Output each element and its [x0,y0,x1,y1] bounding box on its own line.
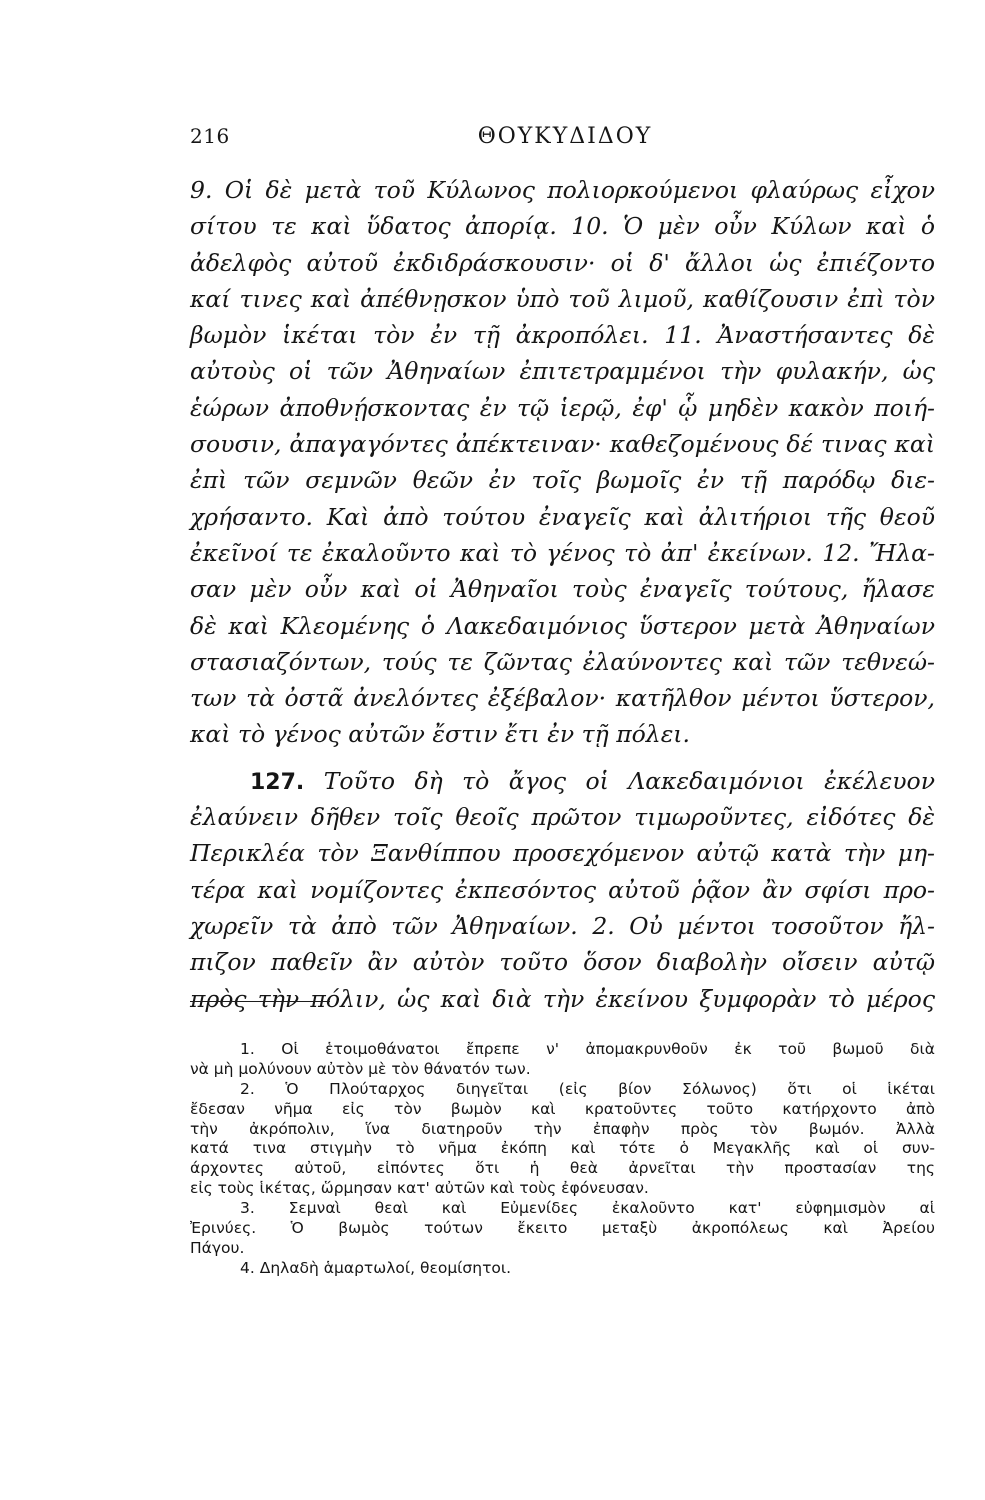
text-line: καί τινες καὶ ἀπέθνῃσκον ὑπὸ τοῦ λιμοῦ, καθίζουσιν ἐπὶ τὸν [190,284,935,313]
footnote-line: νὰ μὴ μολύνουν αὐτὸν μὲ τὸν θάνατόν των. [190,1059,531,1078]
text-line: στασιαζόντων, τούς τε ζῶντας ἐλαύνοντες καὶ τῶν τεθνεώ- [190,647,935,676]
footnote-line: Ἐρινύες. Ὁ βωμὸς τούτων ἔκειτο μεταξὺ ἀκροπόλεως καὶ Ἀρείου [190,1219,935,1238]
footnote-separator [190,1001,330,1002]
footnote-line: 2. Ὁ Πλούταρχος διηγεῖται (εἰς βίον Σόλωνος) ὅτι οἱ ἱκέται [240,1079,935,1098]
text-line: σίτου τε καὶ ὕδατος ἀπορίᾳ. 10. Ὁ μὲν οὖν Κύλων καὶ ὁ [190,212,935,241]
footnote-line: τὴν ἀκρόπολιν, ἵνα διατηροῦν τὴν ἐπαφὴν πρὸς τὸν βωμόν. Ἀλλὰ [190,1119,935,1138]
text-line: τέρα καὶ νομίζοντες ἐκπεσόντος αὐτοῦ ῥᾷον ἂν σφίσι προ- [190,875,935,904]
text-line: ἑώρων ἀποθνῄσκοντας ἐν τῷ ἱερῷ, ἐφ' ᾧ μηδὲν κακὸν ποιή- [190,393,935,422]
section-127-first-line [190,763,935,799]
text-line: πιζον παθεῖν ἂν αὐτὸν τοῦτο ὅσον διαβολὴν οἴσειν αὐτῷ [190,948,935,977]
section-127-opening: Τοῦτο δὴ τὸ ἄγος οἱ Λακεδαιμόνιοι ἐκέλευον [323,766,935,795]
footnote-line: κατά τινα στιγμὴν τὸ νῆμα ἐκόπη καὶ τότε ὁ Μεγακλῆς καὶ οἱ συν- [190,1139,935,1158]
text-line: 9. Οἱ δὲ μετὰ τοῦ Κύλωνος πολιορκούμενοι φλαύρως εἶχον [190,176,935,204]
footnote-line: 4. Δηλαδὴ ἁμαρτωλοί, θεομίσητοι. [240,1258,512,1277]
text-line: σαν μὲν οὖν καὶ οἱ Ἀθηναῖοι τοὺς ἐναγεῖς τούτους, ἤλασε [190,575,935,604]
text-line: ἀδελφὸς αὐτοῦ ἐκδιδράσκουσιν· οἱ δ' ἄλλοι ὡς ἐπιέζοντο [190,248,935,277]
text-line: ἐλαύνειν δῆθεν τοῖς θεοῖς πρῶτον τιμωροῦντες, εἰδότες δὲ [190,803,935,832]
paragraph-gap [190,753,935,763]
page-header [190,124,940,154]
text-line: βωμὸν ἱκέται τὸν ἐν τῇ ἀκροπόλει. 11. Ἀναστήσαντες δὲ [190,321,935,350]
text-line: δὲ καὶ Κλεομένης ὁ Λακεδαιμόνιος ὕστερον μετὰ Ἀθηναίων [190,611,935,640]
text-line: καὶ τὸ γένος αὐτῶν ἔστιν ἔτι ἐν τῇ πόλει. [190,720,690,749]
footnote-line: άρχοντες αὐτοῦ, εἰπόντες ὅτι ἡ θεὰ ἀρνεῖται τὴν προστασίαν της [190,1159,935,1178]
text-line: χωρεῖν τὰ ἀπὸ τῶν Ἀθηναίων. 2. Οὐ μέντοι τοσοῦτον ἤλ- [190,911,935,940]
footnote-line: ἔδεσαν νῆμα εἰς τὸν βωμὸν καὶ κρατοῦντες τοῦτο κατήρχοντο ἀπὸ [190,1099,935,1118]
text-line: των τὰ ὀστᾶ ἀνελόντες ἐξέβαλον· κατῆλθον μέντοι ὕστερον, [190,684,935,713]
footnote-line: 3. Σεμναὶ θεαὶ καὶ Εὐμενίδες ἐκαλοῦντο κατ' εὐφημισμὸν αἱ [240,1199,935,1218]
footnotes [190,1040,935,1279]
text-line: πρὸς τὴν πόλιν, ὡς καὶ διὰ τὴν ἐκείνου ξυμφορὰν τὸ μέρος [190,984,935,1013]
text-line: χρήσαντο. Καὶ ἀπὸ τούτου ἐναγεῖς καὶ ἀλιτήριοι τῆς θεοῦ [190,502,935,531]
text-line: Περικλέα τὸν Ξανθίππου προσεχόμενον αὐτῷ κατὰ τὴν μη- [190,839,935,868]
running-title: ΘΟΥΚΥΔΙΔΟΥ [477,124,653,149]
text-line: σουσιν, ἀπαγαγόντες ἀπέκτειναν· καθεζομένους δέ τινας καὶ [190,430,935,459]
footnote-line: 1. Οἱ ἑτοιμοθάνατοι ἔπρεπε ν' ἀπομακρυνθοῦν ἐκ τοῦ βωμοῦ διὰ [240,1040,935,1058]
footnote-line: εἰς τοὺς ἱκέτας, ὥρμησαν κατ' αὐτῶν καὶ τοὺς ἐφόνευσαν. [190,1179,649,1198]
chapter-number: 127. [250,769,305,795]
text-line: ἐκεῖνοί τε ἐκαλοῦντο καὶ τὸ γένος τὸ ἀπ' ἐκείνων. 12. Ἤλα- [190,538,935,567]
text-line: ἐπὶ τῶν σεμνῶν θεῶν ἐν τοῖς βωμοῖς ἐν τῇ παρόδῳ διε- [190,466,935,495]
page-number: 216 [190,124,230,148]
main-text [190,172,935,1017]
footnote-line: Πάγου. [190,1238,245,1257]
text-line: αὐτοὺς οἱ τῶν Ἀθηναίων ἐπιτετραμμένοι τὴν φυλακήν, ὡς [190,357,935,386]
